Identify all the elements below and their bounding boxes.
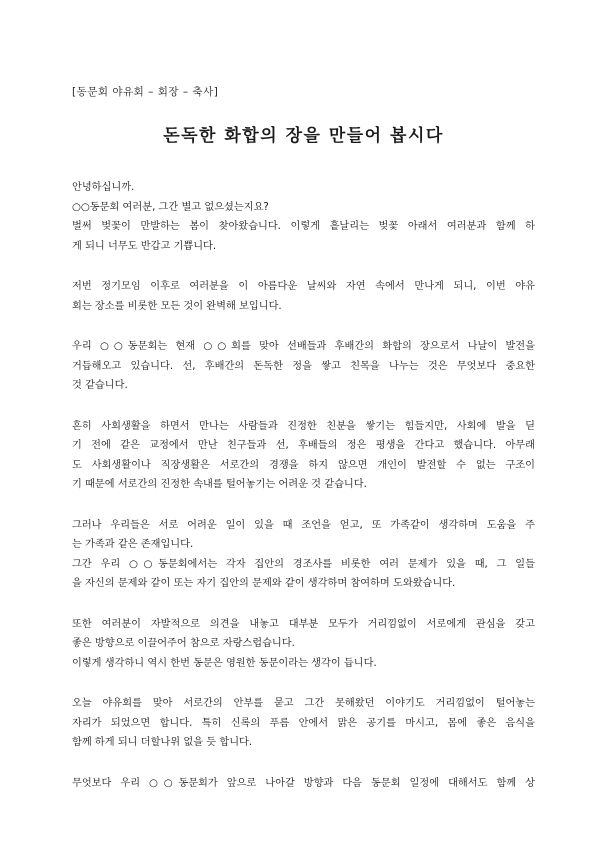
paragraph (72, 417, 535, 495)
paragraph (72, 337, 535, 396)
paragraph (72, 694, 535, 753)
paragraph-line: 을 자신의 문제와 같이 또는 자기 집안의 문제와 같이 생각하며 참여하며 도와왔습니다. (72, 578, 456, 589)
paragraph-line: 안녕하십니까. (72, 182, 135, 193)
paragraph-line: ○○동문회 여러분, 그간 별고 없으셨는지요? (72, 201, 269, 213)
paragraph (72, 615, 535, 674)
document-category: [동문회 야유회 – 회장 – 축사] (72, 86, 219, 98)
paragraph-line: 것 같습니다. (72, 380, 128, 391)
document-title: 돈독한 화합의 장을 만들어 봅시다 (163, 126, 444, 146)
paragraph-line: 좋은 방향으로 이끌어주어 참으로 자랑스럽습니다. (72, 638, 295, 649)
paragraph-line: 흔히 사회생활을 하면서 만나는 사람들과 진정한 친분을 쌓기는 힘들지만, 사회에 발을 딛 (72, 420, 535, 432)
paragraph-line: 우리 ○○동문회는 현재 ○○회를 맞아 선배들과 후배간의 화합의 장으로서 나날이 발전을 (72, 341, 535, 352)
paragraph-line: 회는 장소를 비롯한 모든 것이 완벽해 보입니다. (72, 300, 282, 312)
paragraph-line: 벌써 벚꽃이 만발하는 봄이 찾아왔습니다. 이렇게 흩날리는 벚꽃 아래서 여러분과 함께 하 (72, 221, 535, 232)
paragraph-line: 거듭해오고 있습니다. 선, 후배간의 돈독한 정을 쌓고 친목을 나누는 것은 무엇보다 중요한 (72, 360, 535, 372)
paragraph-line: 그러나 우리들은 서로 어려운 일이 있을 때 조언을 얻고, 또 가족같이 생각하며 도움을 주 (72, 519, 535, 531)
paragraph-line: 오늘 야유회를 맞아 서로간의 안부를 묻고 그간 못해왔던 이야기도 거리낌없이 털어놓는 (72, 698, 535, 709)
paragraph-line: 는 가족과 같은 존재입니다. (72, 539, 194, 550)
paragraph (72, 178, 535, 256)
document-body (72, 178, 535, 793)
paragraph (72, 516, 535, 594)
paragraph-line: 기 때문에 서로간의 진정한 속내를 털어놓기는 어려운 것 같습니다. (72, 479, 367, 490)
paragraph-line: 함께 하게 되니 더할나위 없을 듯 합니다. (72, 737, 253, 748)
paragraph-line: 기 전에 같은 교정에서 만난 친구들과 선, 후배들의 정은 평생을 간다고 했습니다. 아무래 (72, 440, 535, 451)
paragraph-line: 저번 정기모임 이후로 여러분을 이 아름다운 날씨와 자연 속에서 만나게 되니, 이번 야유 (72, 281, 535, 292)
paragraph-line: 자리가 되었으면 합니다. 특히 신록의 푸름 안에서 맑은 공기를 마시고, 몸에 좋은 음식을 (72, 717, 535, 729)
paragraph-line: 도 사회생활이나 직장생활은 서로간의 경쟁을 하지 않으면 개인이 발전할 수 없는 구조이 (72, 459, 535, 471)
paragraph-line: 이렇게 생각하니 역시 한번 동문은 영원한 동문이라는 생각이 듭니다. (72, 657, 377, 669)
paragraph-line: 그간 우리 ○○동문회에서는 각자 집안의 경조사를 비롯한 여러 문제가 있을 때, 그 일들 (72, 558, 535, 570)
paragraph-line: 무엇보다 우리 ○○동문회가 앞으로 나아갈 방향과 다음 동문회 일정에 대해서도 함께 상 (72, 777, 535, 789)
paragraph-line: 또한 여러분이 자발적으로 의견을 내놓고 대부분 모두가 거리낌없이 서로에게 관심을 갖고 (72, 618, 535, 630)
paragraph (72, 774, 535, 794)
paragraph (72, 277, 535, 316)
paragraph-line: 게 되니 너무도 반갑고 기쁩니다. (72, 240, 217, 252)
